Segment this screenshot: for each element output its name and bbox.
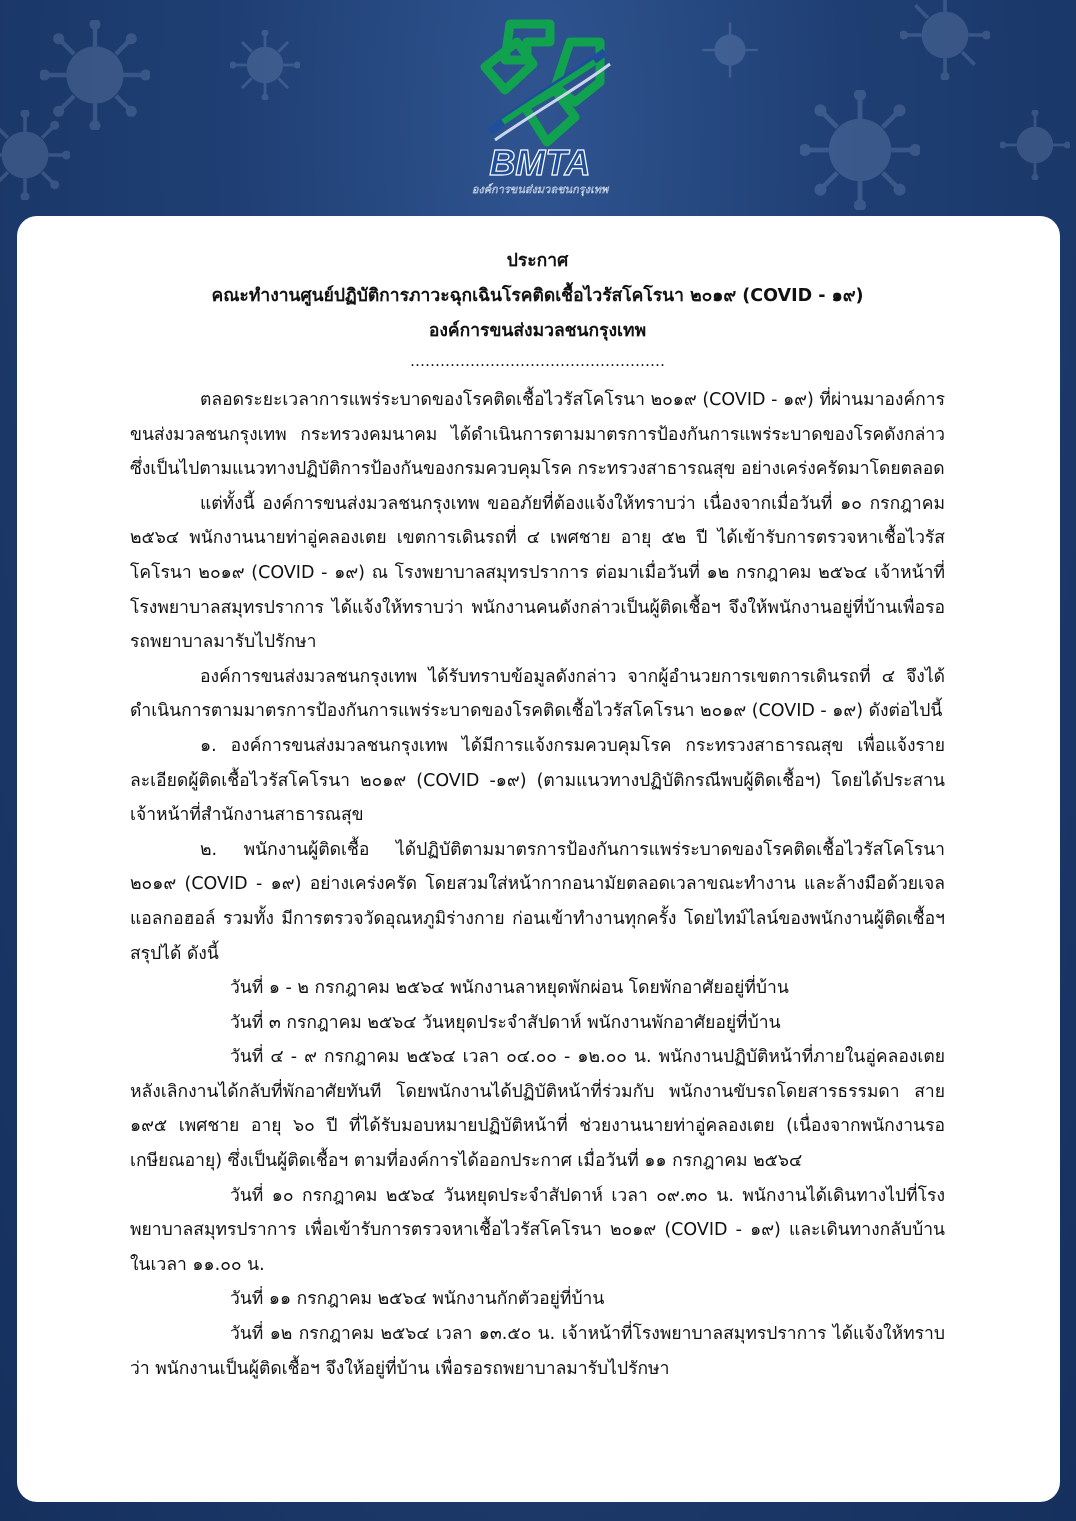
bmta-logo [455, 12, 625, 197]
timeline-item: วันที่ ๔ - ๙ กรกฎาคม ๒๕๖๔ เวลา ๐๔.๐๐ - ๑๒.๐๐ น. พนักงานปฏิบัติหน้าที่ภายในอู่คลองเตย หลังเลิกงานได้กลับที่พักอาศัยทันที โดยพนักงานได้ปฏิบัติหน้าที่ร่วมกับ พนักงานขับรถโดยสารธรรมดา สาย ๑๙๕ เพศชาย อายุ ๖๐ ปี ที่ได้รับมอบหมายปฏิบัติหน้าที่ ช่วยงานนายท่าอู่คลองเตย (เนื่องจากพนักงานรอเกษียณอายุ) ซึ่งเป็นผู้ติดเชื้อฯ ตามที่องค์การได้ออกประกาศ เมื่อวันที่ ๑๑ กรกฎาคม ๒๕๖๔ [130, 1047, 945, 1172]
virus-icon [1000, 110, 1070, 180]
logo-brand: BMTA [489, 142, 591, 183]
virus-icon [230, 30, 300, 100]
timeline-item: วันที่ ๑๐ กรกฎาคม ๒๕๖๔ วันหยุดประจำสัปดาห์ เวลา ๐๙.๓๐ น. พนักงานได้เดินทางไปที่โรงพยาบาลสมุทรปราการ เพื่อเข้ารับการตรวจหาเชื้อไวรัสโคโรนา ๒๐๑๙ (COVID - ๑๙) และเดินทางกลับบ้าน ในเวลา ๑๑.๐๐ น. [130, 1185, 945, 1275]
announcement-subtitle: คณะทำงานศูนย์ปฏิบัติการภาวะฉุกเฉินโรคติดเชื้อไวรัสโคโรนา ๒๐๑๙ (COVID - ๑๙) [211, 286, 864, 306]
paragraph: ตลอดระยะเวลาการแพร่ระบาดของโรคติดเชื้อไวรัสโคโรนา ๒๐๑๙ (COVID - ๑๙) ที่ผ่านมาองค์การขนส่งมวลชนกรุงเทพ กระทรวงคมนาคม ได้ดำเนินการตามมาตรการป้องกันการแพร่ระบาดของโรคดังกล่าว ซึ่งเป็นไปตามแนวทางปฏิบัติการป้องกันของกรมควบคุมโรค กระทรวงสาธารณสุข อย่างเคร่งครัดมาโดยตลอด [130, 390, 945, 480]
announcement-title: ประกาศ [506, 251, 569, 271]
paragraph: องค์การขนส่งมวลชนกรุงเทพ ได้รับทราบข้อมูลดังกล่าว จากผู้อำนวยการเขตการเดินรถที่ ๔ จึงได้ดำเนินการตามมาตรการป้องกันการแพร่ระบาดของโรคติดเชื้อไวรัสโคโรนา ๒๐๑๙ (COVID - ๑๙) ดังต่อไปนี้ [130, 666, 945, 722]
logo-tagline: องค์การขนส่งมวลชนกรุงเทพ [471, 183, 609, 196]
announcement-org: องค์การขนส่งมวลชนกรุงเทพ [428, 321, 647, 341]
virus-icon [800, 90, 920, 210]
timeline-item: วันที่ ๓ กรกฎาคม ๒๕๖๔ วันหยุดประจำสัปดาห์ พนักงานพักอาศัยอยู่ที่บ้าน [230, 1012, 781, 1033]
paragraph: ๒. พนักงานผู้ติดเชื้อ ได้ปฏิบัติตามมาตรการป้องกันการแพร่ระบาดของโรคติดเชื้อไวรัสโคโรนา ๒๐๑๙ (COVID - ๑๙) อย่างเคร่งครัด โดยสวมใส่หน้ากากอนามัยตลอดเวลาขณะทำงาน และล้างมือด้วยเจลแอลกอฮอล์ รวมทั้ง มีการตรวจวัดอุณหภูมิร่างกาย ก่อนเข้าทำงานทุกครั้ง โดยไทม์ไลน์ของพนักงานผู้ติดเชื้อฯสรุปได้ ดังนี้ [130, 839, 945, 964]
announcement-body [130, 383, 945, 1386]
timeline-item: วันที่ ๑๒ กรกฎาคม ๒๕๖๔ เวลา ๑๓.๕๐ น. เจ้าหน้าที่โรงพยาบาลสมุทรปราการ ได้แจ้งให้ทราบว่า พนักงานเป็นผู้ติดเชื้อฯ จึงให้อยู่ที่บ้าน เพื่อรอรถพยาบาลมารับไปรักษา [130, 1324, 945, 1379]
virus-icon [900, 0, 990, 80]
timeline-item: วันที่ ๑ - ๒ กรกฎาคม ๒๕๖๔ พนักงานลาหยุดพักผ่อน โดยพักอาศัยอยู่ที่บ้าน [230, 978, 789, 999]
announcement-card [17, 216, 1060, 1502]
separator: …………………………………………… [410, 352, 665, 370]
paragraph: แต่ทั้งนี้ องค์การขนส่งมวลชนกรุงเทพ ขออภัยที่ต้องแจ้งให้ทราบว่า เนื่องจากเมื่อวันที่ ๑๐ กรกฎาคม ๒๕๖๔ พนักงานนายท่าอู่คลองเตย เขตการเดินรถที่ ๔ เพศชาย อายุ ๕๒ ปี ได้เข้ารับการตรวจหาเชื้อไวรัสโคโรนา ๒๐๑๙ (COVID - ๑๙) ณ โรงพยาบาลสมุทรปราการ ต่อมาเมื่อวันที่ ๑๒ กรกฎาคม ๒๕๖๔ เจ้าหน้าที่โรงพยาบาลสมุทรปราการ ได้แจ้งให้ทราบว่า พนักงานคนดังกล่าวเป็นผู้ติดเชื้อฯ จึงให้พนักงานอยู่ที่บ้านเพื่อรอรถพยาบาลมารับไปรักษา [130, 493, 945, 653]
paragraph: ๑. องค์การขนส่งมวลชนกรุงเทพ ได้มีการแจ้งกรมควบคุมโรค กระทรวงสาธารณสุข เพื่อแจ้งรายละเอียดผู้ติดเชื้อไวรัสโคโรนา ๒๐๑๙ (COVID -๑๙) (ตามแนวทางปฏิบัติกรณีพบผู้ติดเชื้อฯ) โดยได้ประสานเจ้าหน้าที่สำนักงานสาธารณสุข [130, 735, 945, 826]
virus-icon [0, 110, 70, 200]
timeline-item: วันที่ ๑๑ กรกฎาคม ๒๕๖๔ พนักงานกักตัวอยู่ที่บ้าน [230, 1289, 605, 1310]
virus-icon [700, 20, 760, 80]
